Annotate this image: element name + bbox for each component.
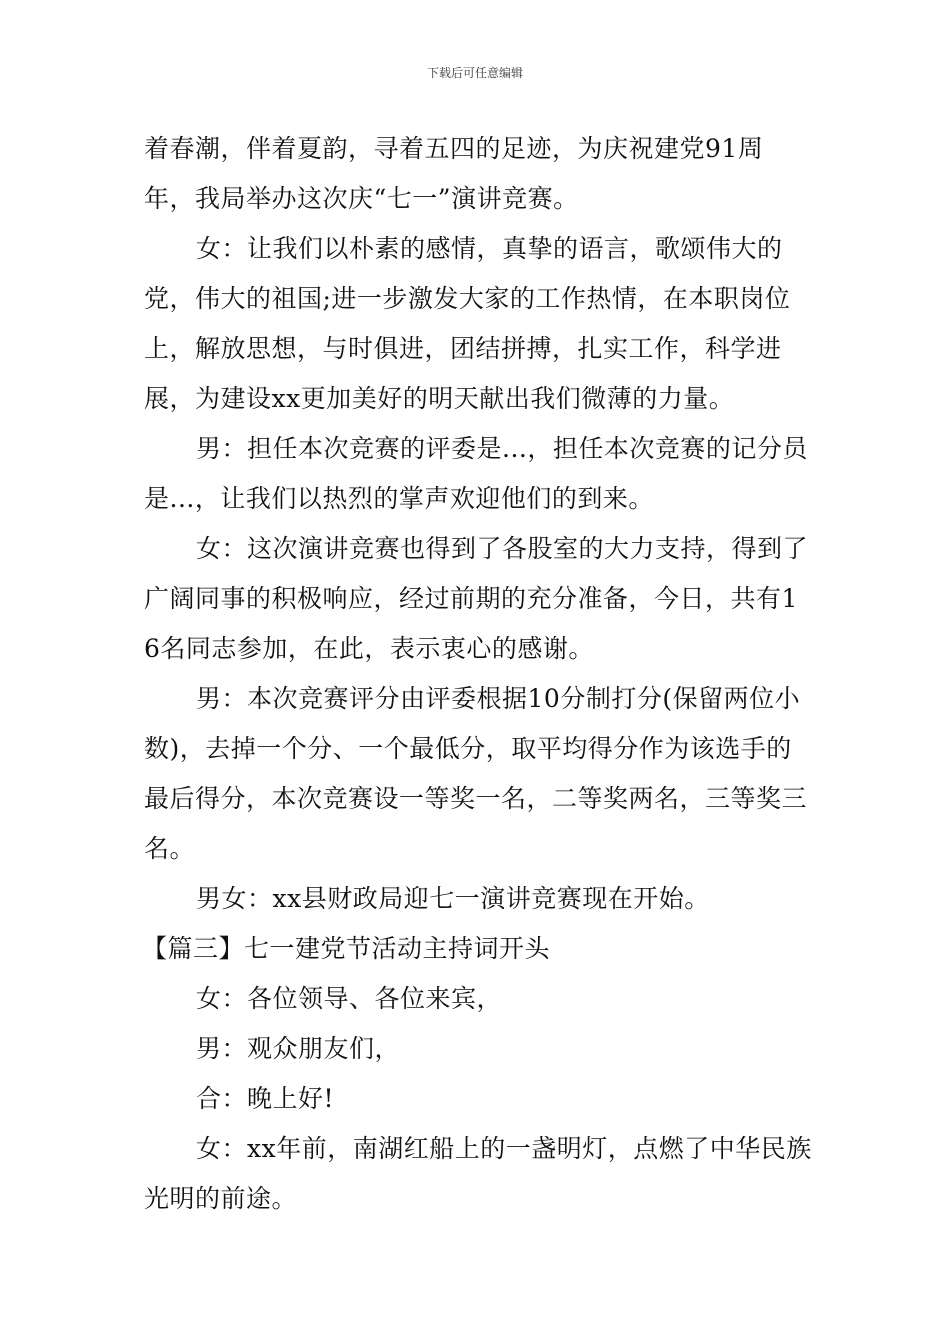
paragraph-both-hosts-start: 男女：xx县财政局迎七一演讲竞赛现在开始。 bbox=[196, 884, 710, 913]
paragraph-male-greeting: 男：观众朋友们， bbox=[196, 1034, 401, 1063]
paragraph-together-greeting: 合：晚上好! bbox=[196, 1084, 335, 1113]
paragraph-female-history: 女：xx年前，南湖红船上的一盏明灯，点燃了中华民族光明的前途。 bbox=[144, 1134, 812, 1213]
paragraph-female-host-thanks: 女：这次演讲竞赛也得到了各股室的大力支持，得到了广阔同事的积极响应，经过前期的充分准备，今日，共有16名同志参加，在此，表示衷心的感谢。 bbox=[144, 534, 809, 663]
document-body bbox=[144, 124, 814, 1224]
page-header: 下载后可任意编辑 bbox=[426, 66, 523, 80]
paragraph-male-host-scoring: 男：本次竞赛评分由评委根据10分制打分(保留两位小数)，去掉一个分、一个最低分，取平均得分作为该选手的最后得分，本次竞赛设一等奖一名，二等奖两名，三等奖三名。 bbox=[144, 684, 808, 863]
paragraph-female-greeting: 女：各位领导、各位来宾， bbox=[196, 984, 503, 1013]
paragraph-continuation: 着春潮，伴着夏韵，寻着五四的足迹，为庆祝建党91周年，我局举办这次庆“七一”演讲竞赛。 bbox=[144, 134, 764, 213]
section-heading: 【篇三】七一建党节活动主持词开头 bbox=[142, 934, 551, 963]
paragraph-female-host: 女：让我们以朴素的感情，真挚的语言，歌颂伟大的党，伟大的祖国;进一步激发大家的工作热情，在本职岗位上，解放思想，与时俱进，团结拼搏，扎实工作，科学进展，为建设xx更加美好的明天献出我们微薄的力量。 bbox=[144, 234, 791, 413]
paragraph-male-host-judges: 男：担任本次竞赛的评委是...，担任本次竞赛的记分员是...，让我们以热烈的掌声欢迎他们的到来。 bbox=[144, 434, 808, 513]
